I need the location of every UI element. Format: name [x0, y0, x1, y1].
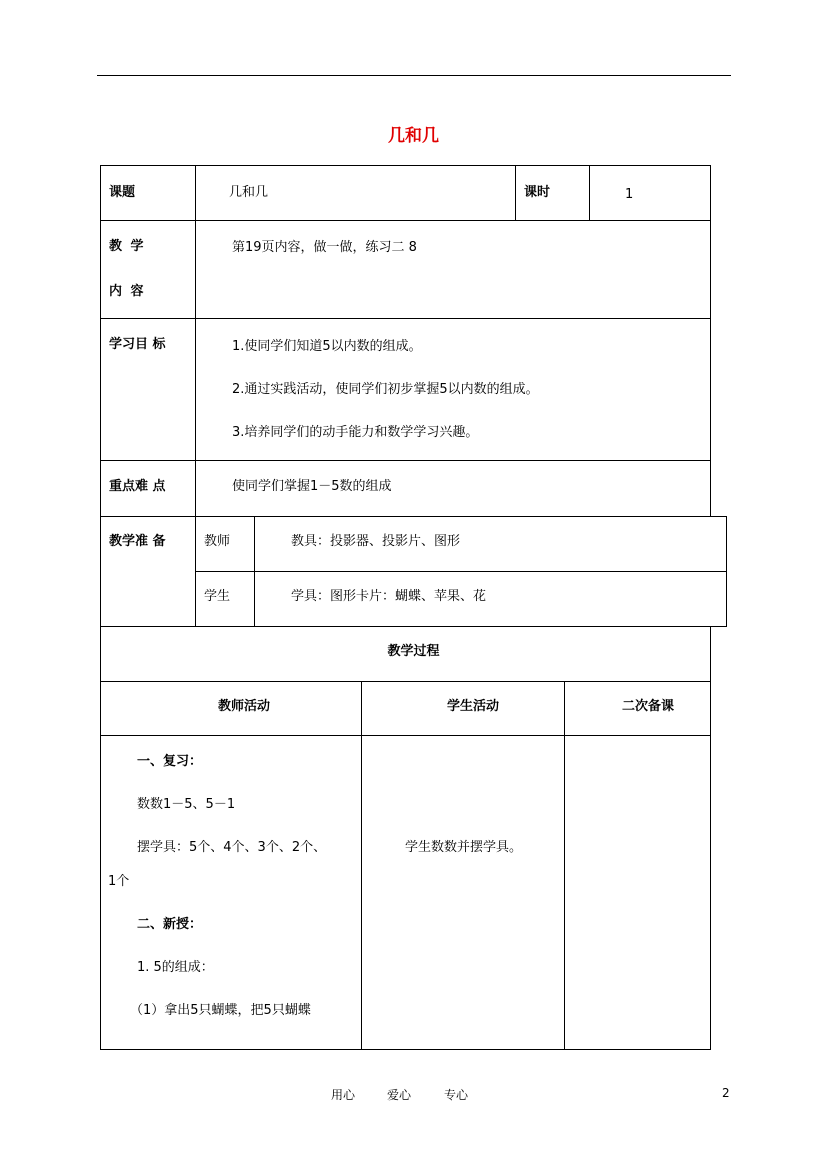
footer-item: 专心 [444, 1088, 469, 1102]
teacher-line: 1. 5的组成： [137, 960, 214, 975]
prep-teacher-value: 教具：投影器、投影片、图形 [291, 534, 461, 549]
content-value: 第19页内容，做一做，练习二 8 [232, 240, 417, 255]
content-label-1: 教 学 [109, 239, 146, 254]
col-teacher-activity: 教师活动 [218, 699, 271, 714]
teacher-line: 数数1－5、5－1 [137, 797, 236, 812]
prep-label-cell [100, 516, 196, 627]
divider [195, 571, 255, 572]
goal-item: 1.使同学们知道5以内数的组成。 [232, 339, 422, 354]
teacher-line: 摆学具：5个、4个、3个、2个、 [137, 840, 327, 855]
prep-teacher-row [195, 516, 727, 572]
keshi-value: 1 [625, 187, 634, 202]
footer-item: 用心 [331, 1088, 356, 1102]
page-number: 2 [722, 1086, 730, 1100]
footer-item: 爱心 [387, 1088, 412, 1102]
key-label: 重点难 点 [109, 479, 166, 494]
goal-item: 2.通过实践活动，使同学们初步掌握5以内数的组成。 [232, 382, 539, 397]
content-value-cell [195, 220, 711, 319]
header-rule [97, 75, 731, 76]
teacher-line: 一、复习： [137, 754, 203, 769]
keti-value: 几和几 [229, 185, 269, 200]
prep-label: 教学准 备 [109, 534, 166, 549]
col-student-activity: 学生活动 [447, 699, 500, 714]
prep-student-value: 学具：图形卡片：蝴蝶、苹果、花 [291, 589, 487, 604]
keshi-value-cell [589, 165, 711, 221]
teacher-line: 二、新授： [137, 917, 203, 932]
key-value: 使同学们掌握1－5数的组成 [232, 479, 392, 494]
student-activity-cell [361, 735, 565, 1050]
content-label-2: 内 容 [109, 284, 146, 299]
teacher-line: 1个 [108, 874, 130, 889]
teacher-line: （1）拿出5只蝴蝶，把5只蝴蝶 [130, 1003, 311, 1018]
keti-label: 课题 [109, 185, 136, 200]
goal-item: 3.培养同学们的动手能力和数学学习兴趣。 [232, 425, 479, 440]
page-title: 几和几 [388, 126, 439, 146]
process-heading: 教学过程 [387, 644, 440, 659]
keshi-label: 课时 [524, 185, 551, 200]
prep-student-label: 学生 [204, 589, 231, 604]
goals-label: 学习目 标 [109, 337, 166, 352]
prep-teacher-label: 教师 [204, 534, 231, 549]
student-activity-text: 学生数数并摆学具。 [405, 840, 523, 855]
col-second-prep: 二次备课 [622, 699, 675, 714]
